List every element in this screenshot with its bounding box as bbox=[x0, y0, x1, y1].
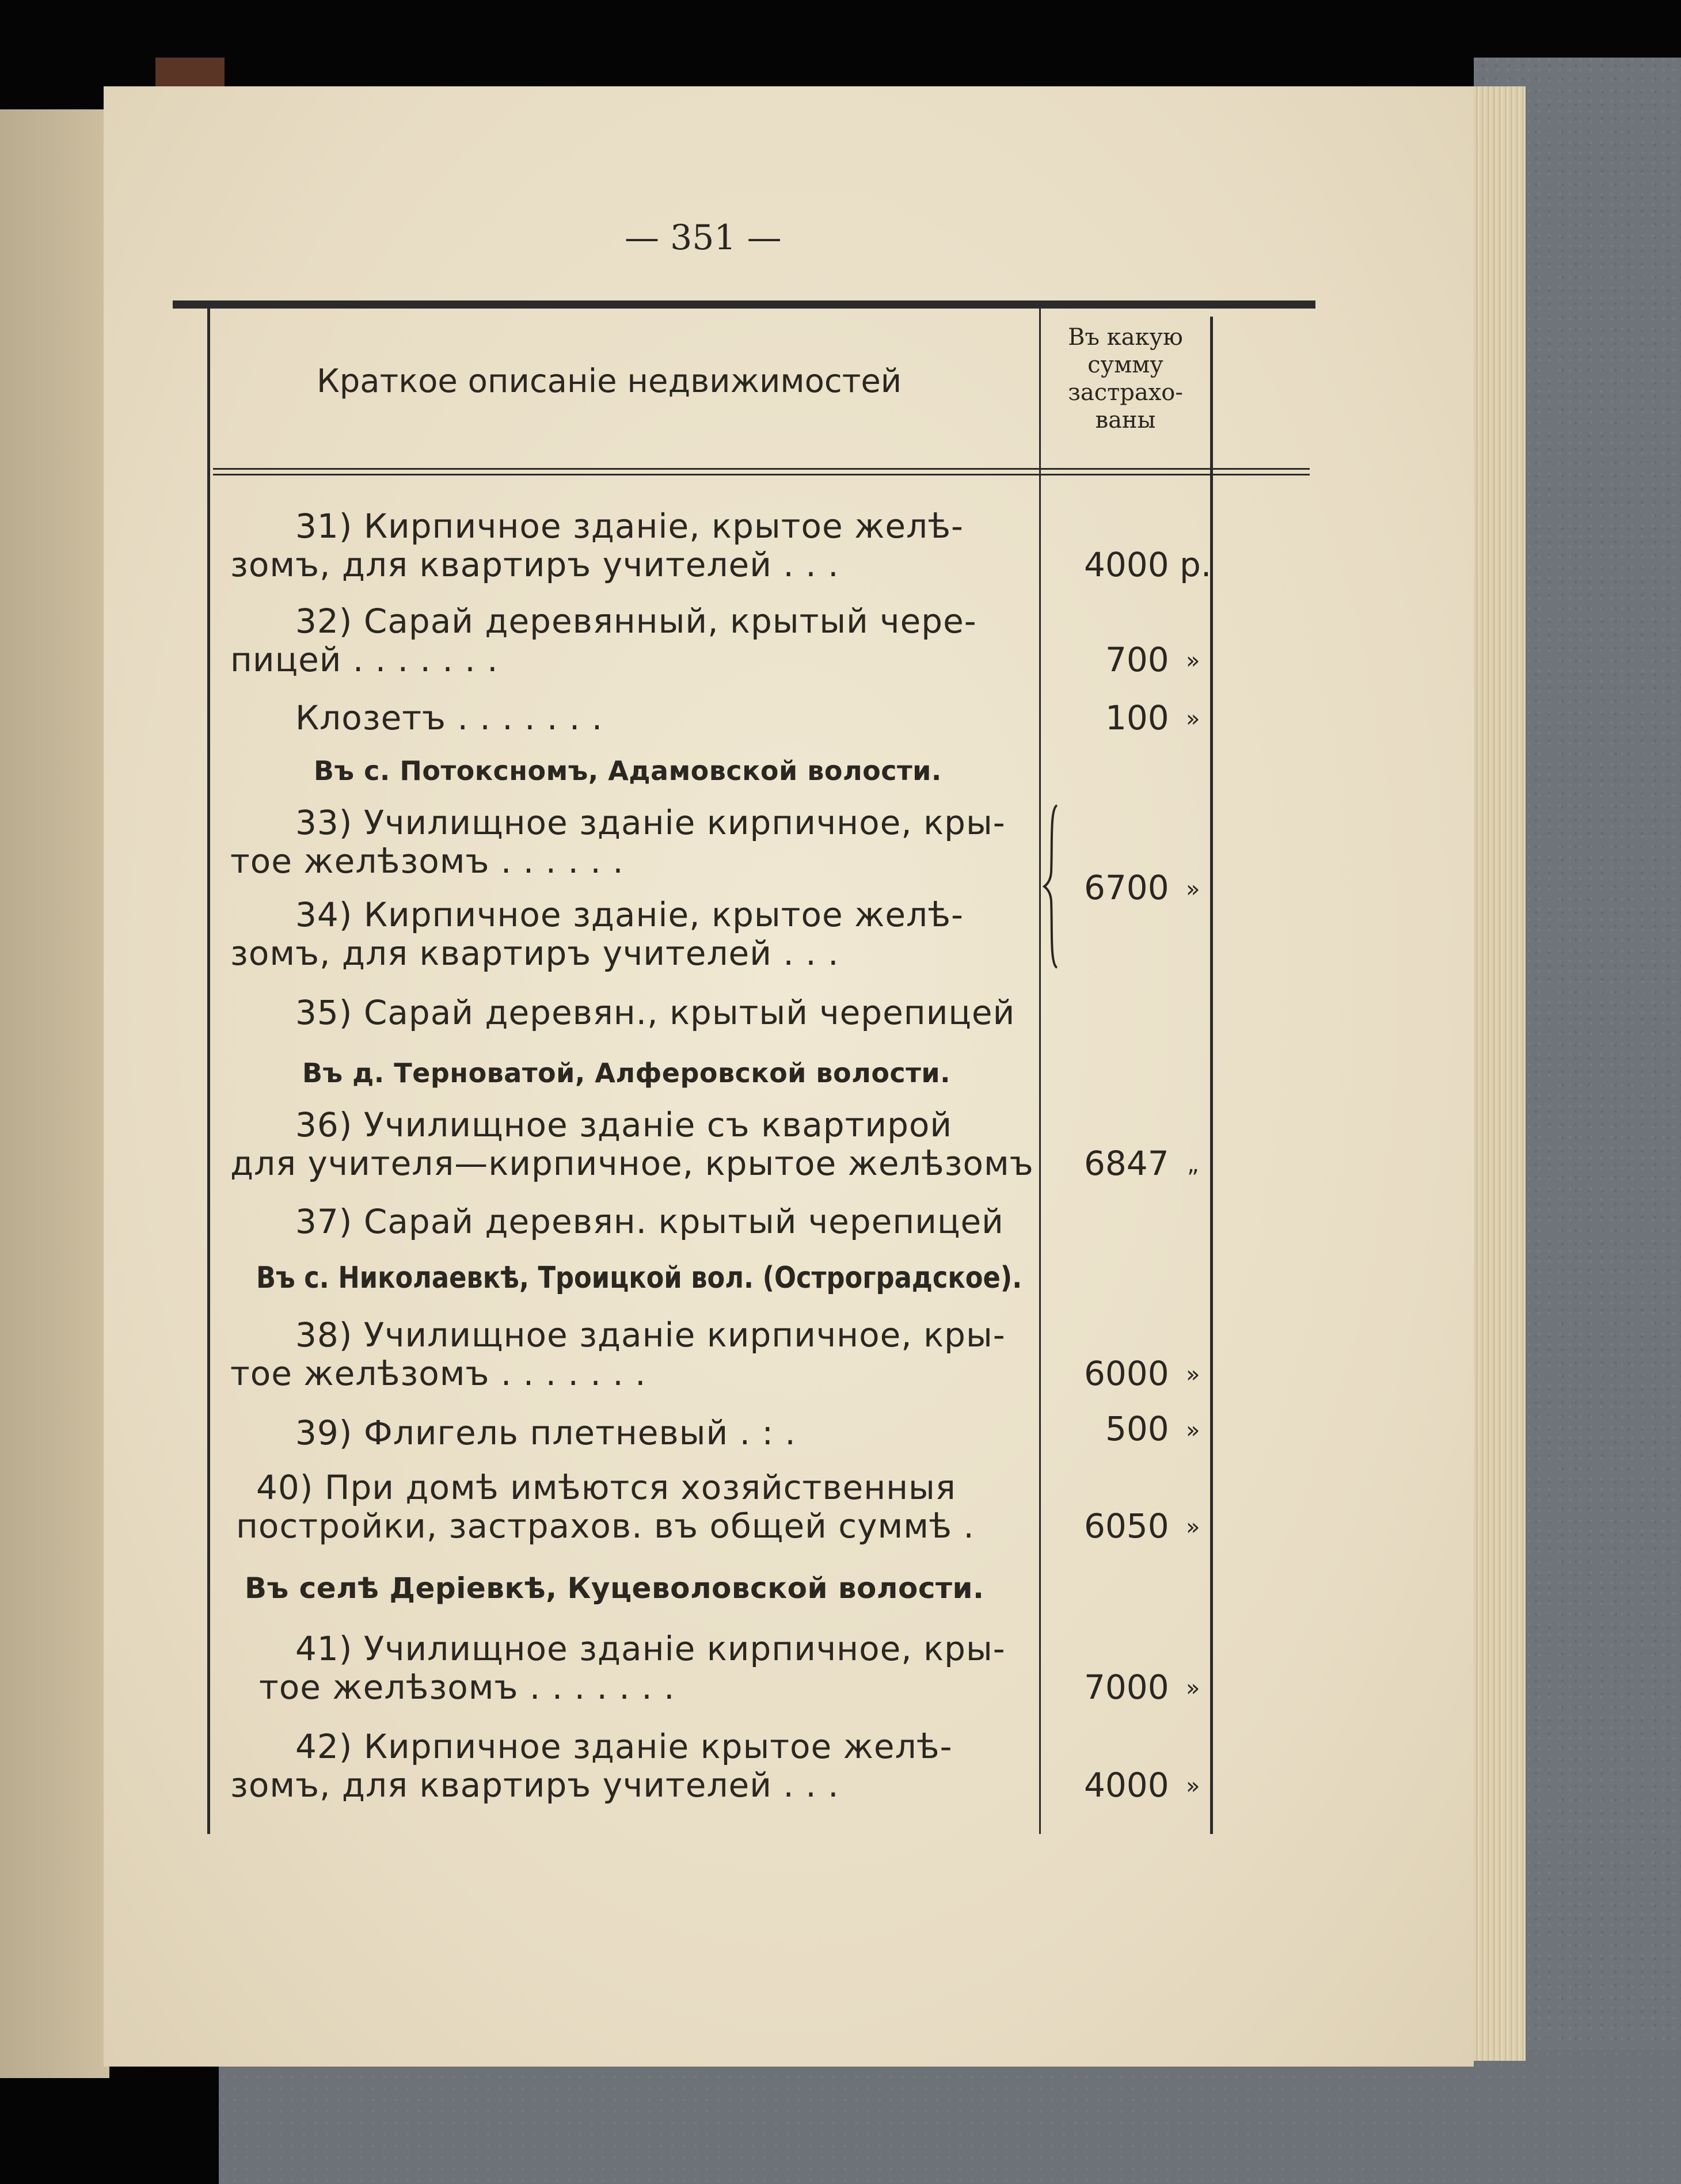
entry-line: зомъ, для квартиръ учителей . . . bbox=[230, 1766, 839, 1805]
page-number: — 351 — bbox=[625, 218, 782, 258]
left-page bbox=[0, 109, 109, 2078]
entry-line: 36) Училищное зданіе съ квартирой bbox=[295, 1105, 953, 1144]
entry-amount: 6847 bbox=[1084, 1144, 1169, 1183]
ditto-mark: » bbox=[1186, 1773, 1200, 1799]
column-divider bbox=[1039, 309, 1041, 1834]
section-heading: Въ с. Потоксномъ, Адамовской волости. bbox=[314, 755, 942, 786]
entry-line: 41) Училищное зданіе кирпичное, кры- bbox=[295, 1629, 1006, 1668]
entry-line: 40) При домѣ имѣются хозяйственныя bbox=[256, 1468, 956, 1507]
entry-line: для учителя—кирпичное, крытое желѣзомъ bbox=[230, 1144, 1034, 1183]
entry-amount: 4000 р. bbox=[1084, 545, 1212, 584]
header-amount-line: сумму bbox=[1087, 352, 1163, 378]
entry-line: 38) Училищное зданіе кирпичное, кры- bbox=[295, 1315, 1006, 1354]
entry-amount: 6700 bbox=[1084, 868, 1169, 907]
entry-line: 31) Кирпичное зданіе, крытое желѣ- bbox=[295, 507, 964, 546]
entry-line: Клозетъ . . . . . . . bbox=[295, 698, 603, 737]
entry-line: зомъ, для квартиръ учителей . . . bbox=[230, 934, 839, 973]
ditto-mark: » bbox=[1186, 1417, 1200, 1444]
header-amount bbox=[1042, 324, 1209, 434]
ditto-mark: » bbox=[1186, 1675, 1200, 1702]
header-rule-2 bbox=[213, 474, 1310, 475]
ditto-mark: » bbox=[1186, 1514, 1200, 1540]
entry-line: 37) Сарай деревян. крытый черепицей bbox=[295, 1202, 1004, 1241]
section-heading: Въ селѣ Деріевкѣ, Куцеволовской волости. bbox=[245, 1572, 984, 1605]
entry-line: тое желѣзомъ . . . . . . . bbox=[259, 1668, 675, 1707]
header-amount-line: ваны bbox=[1095, 407, 1156, 433]
header-amount-line: Въ какую bbox=[1068, 324, 1183, 351]
section-heading: Въ с. Николаевкѣ, Троицкой вол. (Остроградское). bbox=[256, 1261, 1022, 1295]
entry-line: 35) Сарай деревян., крытый черепицей bbox=[295, 993, 1016, 1032]
entry-line: постройки, застрахов. въ общей суммѣ . bbox=[236, 1506, 975, 1546]
entry-amount: 700 bbox=[1105, 640, 1169, 679]
top-rule bbox=[173, 300, 1315, 309]
entry-line: тое желѣзомъ . . . . . . . bbox=[230, 1354, 646, 1393]
entry-line: тое желѣзомъ . . . . . . bbox=[230, 842, 624, 881]
ditto-mark: » bbox=[1186, 648, 1200, 674]
entry-amount: 7000 bbox=[1084, 1668, 1169, 1707]
ditto-mark: » bbox=[1186, 1361, 1200, 1388]
header-rule bbox=[213, 468, 1310, 470]
entry-line: 34) Кирпичное зданіе, крытое желѣ- bbox=[295, 895, 964, 934]
entry-line: зомъ, для квартиръ учителей . . . bbox=[230, 545, 839, 584]
entry-amount: 500 bbox=[1105, 1409, 1169, 1448]
entry-line: 42) Кирпичное зданіе крытое желѣ- bbox=[295, 1727, 953, 1766]
entry-amount: 4000 bbox=[1084, 1766, 1169, 1805]
book-page bbox=[104, 86, 1474, 2067]
header-amount-line: застрахо- bbox=[1068, 379, 1183, 406]
entry-line: 32) Сарай деревянный, крытый чере- bbox=[295, 602, 977, 641]
entry-line: 39) Флигель плетневый . : . bbox=[295, 1413, 796, 1452]
entry-line: 33) Училищное зданіе кирпичное, кры- bbox=[295, 803, 1006, 842]
brace-icon bbox=[1042, 803, 1065, 970]
ditto-mark: » bbox=[1186, 706, 1200, 732]
section-heading: Въ д. Терноватой, Алферовской волости. bbox=[302, 1057, 951, 1089]
entry-line: пицей . . . . . . . bbox=[230, 640, 499, 679]
right-border bbox=[1210, 317, 1213, 1834]
entry-amount: 6000 bbox=[1084, 1354, 1169, 1393]
entry-amount: 100 bbox=[1105, 698, 1169, 737]
ditto-mark: „ bbox=[1187, 1151, 1199, 1178]
ditto-mark: » bbox=[1186, 876, 1200, 903]
header-description: Краткое описаніе недвижимостей bbox=[317, 363, 902, 400]
entry-amount: 6050 bbox=[1084, 1506, 1169, 1546]
book-cover-bottom bbox=[219, 2049, 1681, 2184]
left-border bbox=[207, 309, 210, 1834]
